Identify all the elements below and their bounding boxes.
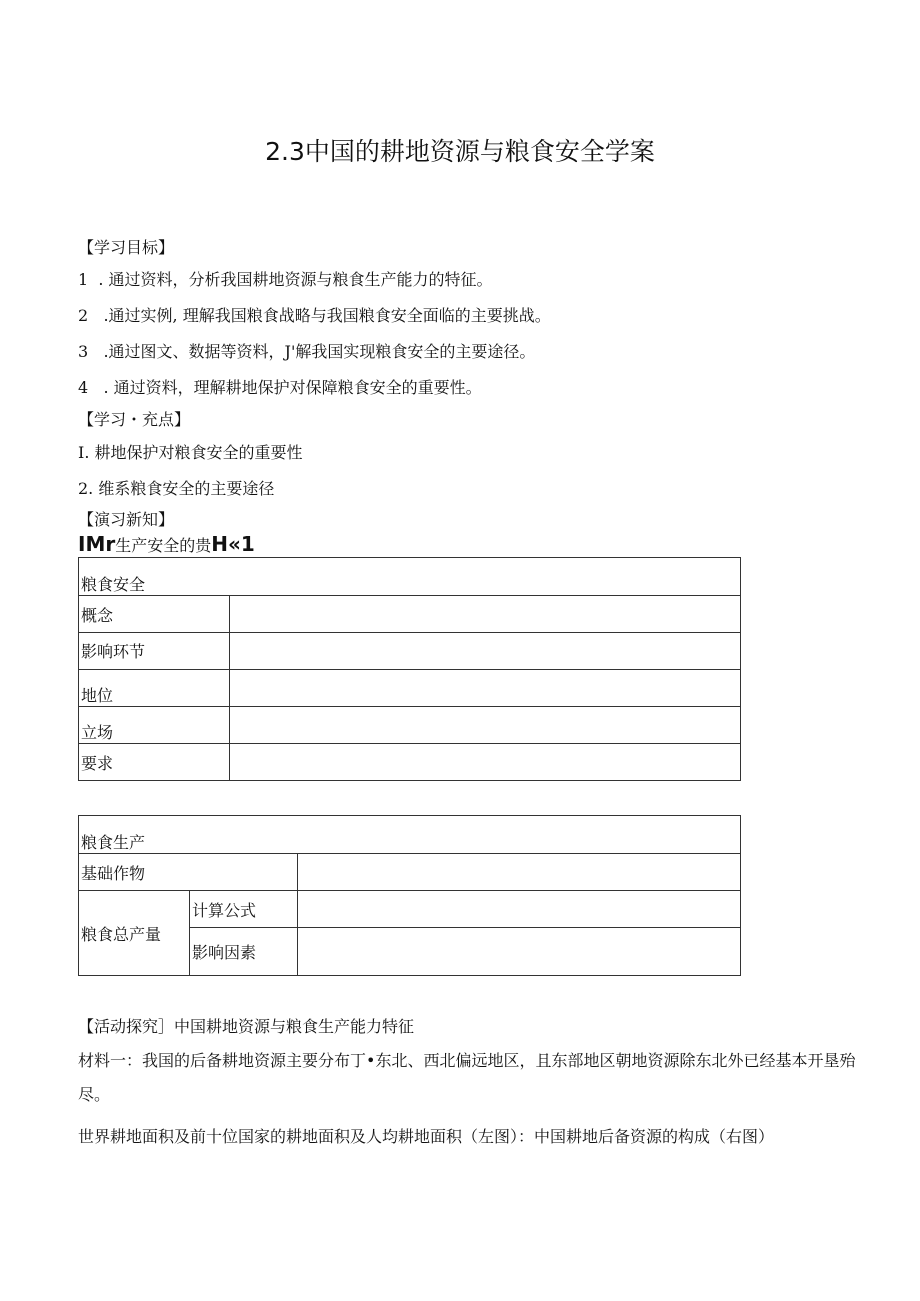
- activity-header: 【活动探究］中国耕地资源与粮食生产能力特征: [78, 1017, 415, 1036]
- table-row: [79, 707, 741, 744]
- row-label: 概念: [79, 596, 230, 633]
- row-label: 地位: [79, 670, 230, 707]
- objective-number: 1: [78, 270, 89, 289]
- table-header-cell: 粮食安全: [79, 558, 741, 596]
- objective-number: 2: [78, 306, 89, 325]
- objective-item: [78, 270, 493, 290]
- table-row: [79, 633, 741, 670]
- table-row: [79, 744, 741, 781]
- table-row: [79, 558, 741, 596]
- sub-row-label: 计算公式: [190, 891, 298, 928]
- key-point-item: 2. 维系粮食安全的主要途径: [78, 479, 275, 498]
- objective-number: 4: [78, 378, 89, 397]
- table-row: [79, 670, 741, 707]
- objective-text: . 通过资料，理解耕地保护对保障粮食安全的重要性。: [103, 378, 482, 397]
- objectives-header: 【学习目标】: [78, 238, 175, 257]
- row-label: 基础作物: [79, 854, 298, 891]
- row-label: 影响环节: [79, 633, 230, 670]
- heading-part: H«1: [211, 532, 255, 556]
- empty-cell[interactable]: [230, 744, 741, 781]
- food-security-table: [78, 557, 741, 781]
- practice-header: 【演习新知】: [78, 510, 175, 529]
- table-row: [79, 854, 741, 891]
- figure-caption: 世界耕地面积及前十位国家的耕地面积及人均耕地面积（左图）：中国耕地后备资源的构成（右图）: [78, 1127, 775, 1146]
- objective-text: . 通过资料，分析我国耕地资源与粮食生产能力的特征。: [98, 270, 493, 289]
- empty-cell[interactable]: [298, 854, 741, 891]
- objective-number: 3: [78, 342, 89, 361]
- table-row: [79, 596, 741, 633]
- section-heading: [78, 532, 255, 556]
- empty-cell[interactable]: [230, 633, 741, 670]
- empty-cell[interactable]: [230, 670, 741, 707]
- empty-cell[interactable]: [230, 596, 741, 633]
- objective-item: [78, 306, 551, 326]
- empty-cell[interactable]: [298, 891, 741, 928]
- objective-item: [78, 342, 535, 362]
- row-label: 立场: [79, 707, 230, 744]
- table-header-cell: 粮食生产: [79, 816, 741, 854]
- heading-part: 生产安全的贵: [115, 536, 212, 555]
- table-row: [79, 816, 741, 854]
- material-paragraph: 材料一：我国的后备耕地资源主要分布丁•东北、西北偏远地区，且东部地区朝地资源除东北外已经基本开垦殆尽。: [78, 1051, 856, 1104]
- empty-cell[interactable]: [298, 928, 741, 976]
- empty-cell[interactable]: [230, 707, 741, 744]
- objective-text: .通过图文、数据等资料，J'解我国实现粮食安全的主要途径。: [103, 342, 536, 361]
- key-points-header: 【学习・充点】: [78, 410, 191, 429]
- objective-text: .通过实例, 理解我国粮食战略与我国粮食安全面临的主要挑战。: [103, 306, 551, 325]
- objective-item: [78, 378, 482, 398]
- row-label: 要求: [79, 744, 230, 781]
- key-point-item: I. 耕地保护对粮食安全的重要性: [78, 443, 303, 462]
- row-label: 粮食总产量: [79, 891, 190, 976]
- sub-row-label: 影响因素: [190, 928, 298, 976]
- table-row: [79, 891, 741, 928]
- page-title: 2.3中国的耕地资源与粮食安全学案: [265, 137, 655, 166]
- heading-part: IMr: [78, 532, 116, 556]
- food-production-table: [78, 815, 741, 976]
